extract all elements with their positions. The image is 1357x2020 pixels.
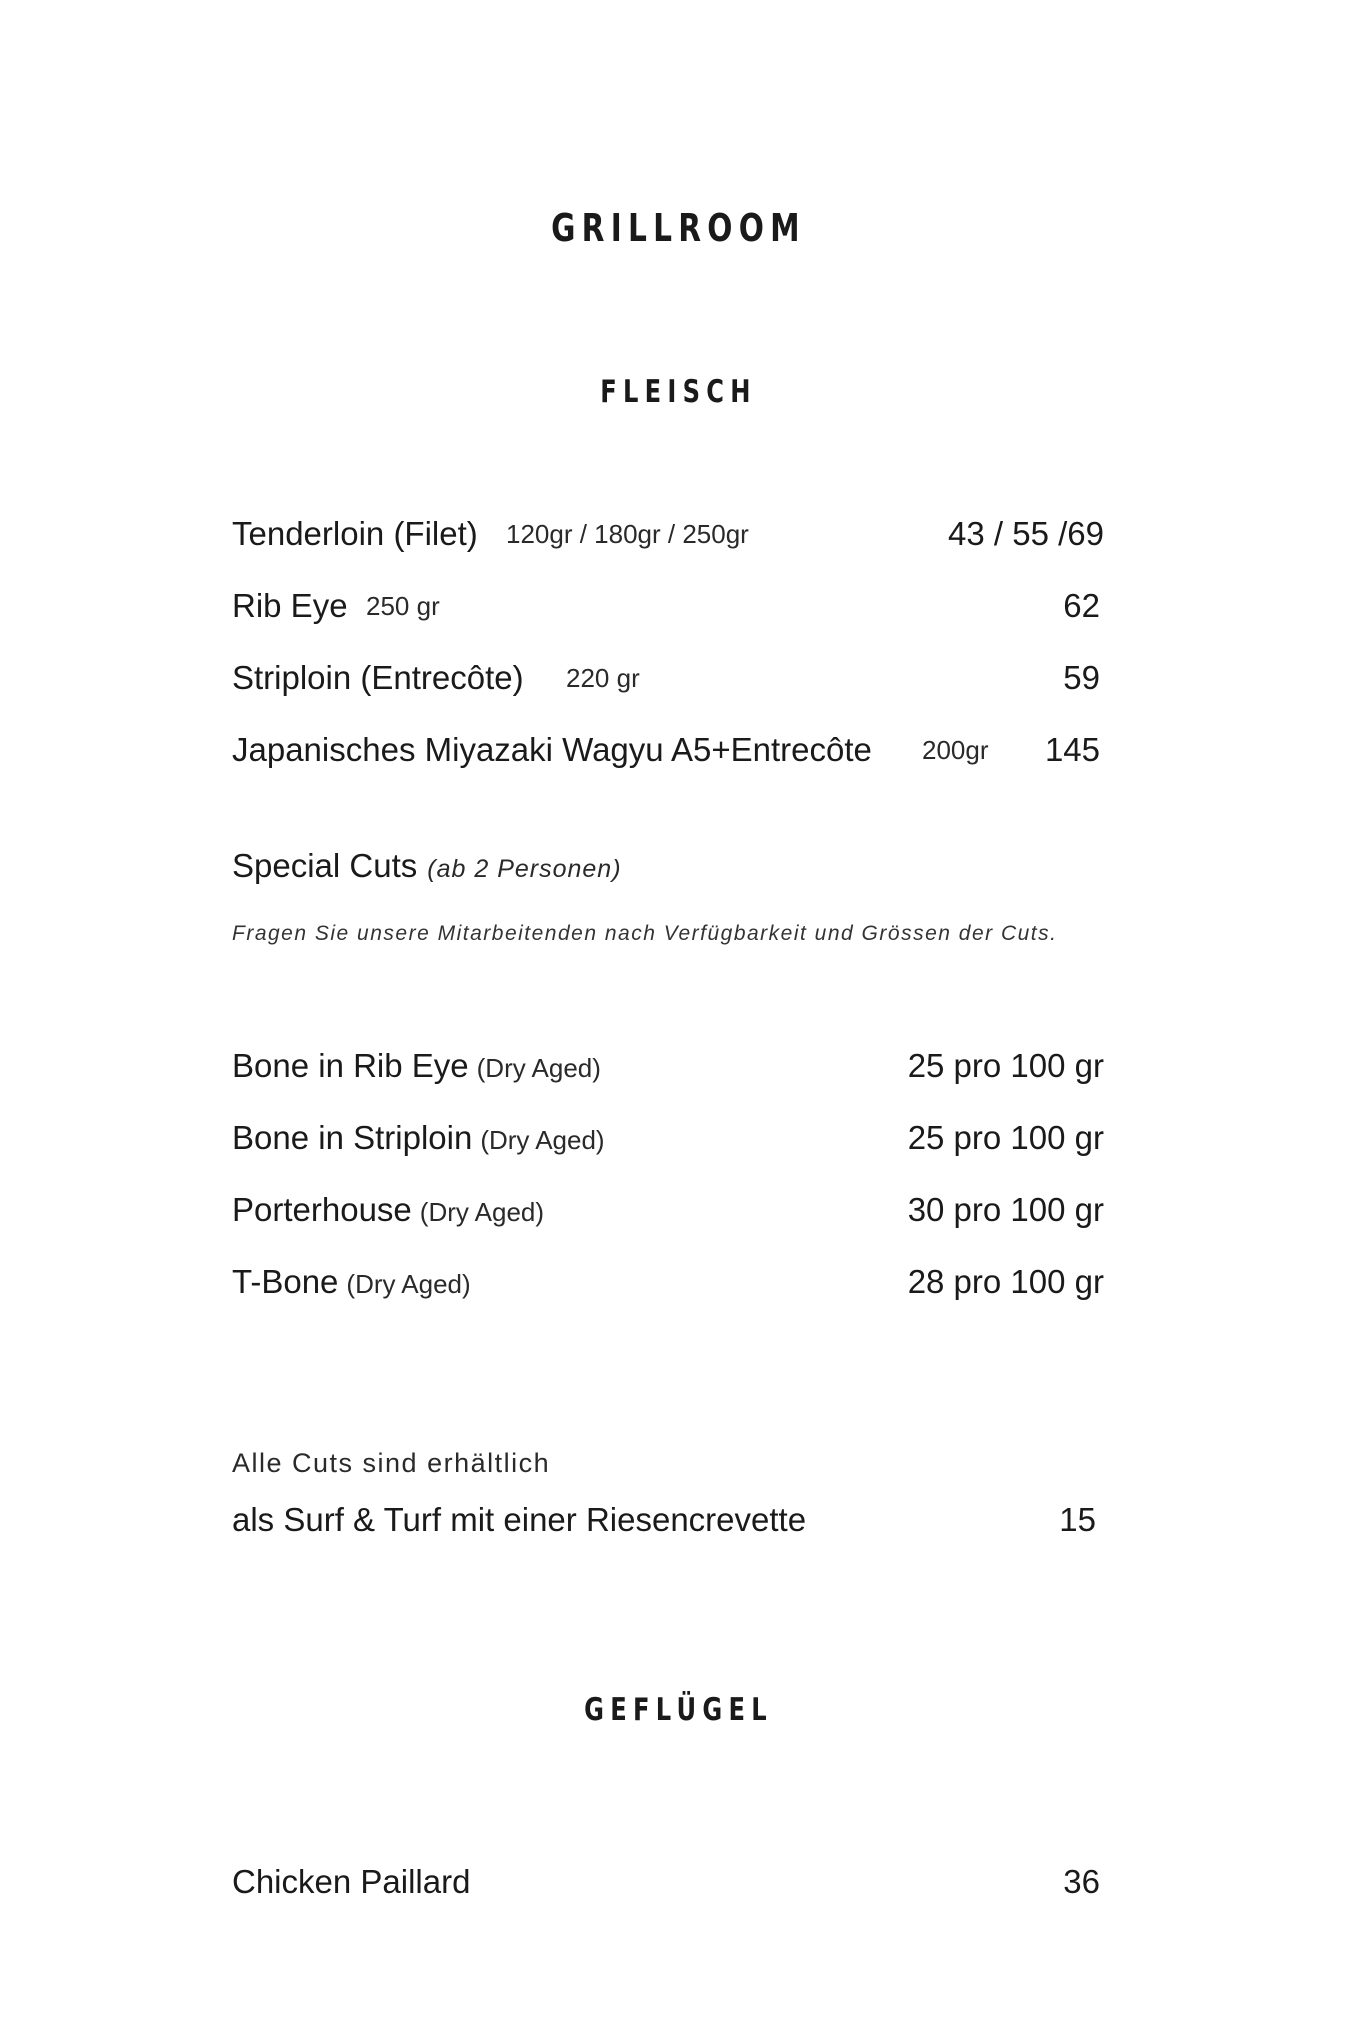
item-size: 200gr [922,735,989,765]
item-size: 220 gr [566,663,640,693]
item-name: Rib Eye [232,587,348,624]
item-detail: (Dry Aged) [476,1053,601,1083]
item-name: Striploin (Entrecôte) [232,659,524,696]
item-price: 62 [1063,587,1100,624]
item-size: 120gr / 180gr / 250gr [506,519,749,549]
menu-item-tenderloin [232,510,1112,558]
item-price: 36 [1063,1863,1100,1900]
special-cuts-note: Fragen Sie unsere Mitarbeitenden nach Verfügbarkeit und Grössen der Cuts. [232,922,1058,945]
special-cuts-name: Special Cuts [232,847,418,884]
item-name: Tenderloin (Filet) [232,515,478,552]
menu-item-chicken-paillard [232,1858,1112,1906]
item-name-text: T-Bone [232,1263,339,1300]
item-name-text: Bone in Striploin [232,1119,473,1156]
item-detail: (Dry Aged) [480,1125,605,1155]
item-name: Chicken Paillard [232,1863,471,1900]
surf-turf-intro: Alle Cuts sind erhältlich [232,1448,551,1478]
page-title: GRILLROOM [551,206,806,250]
item-price: 28 pro 100 gr [907,1263,1104,1300]
menu-item-bone-in-rib-eye [232,1042,1112,1090]
item-detail: (Dry Aged) [419,1197,545,1227]
item-price: 30 pro 100 gr [907,1191,1104,1228]
menu-item-surf-turf [232,1496,1112,1544]
menu-item-rib-eye [232,582,1112,630]
item-name [232,1258,471,1308]
special-cuts-label [232,842,622,893]
menu-item-t-bone [232,1258,1112,1306]
menu-item-bone-in-striploin [232,1114,1112,1162]
item-price: 15 [1059,1501,1096,1538]
menu-item-striploin [232,654,1112,702]
item-name [232,1042,601,1092]
item-name-text: Porterhouse [232,1191,412,1228]
section-heading-fleisch: FLEISCH [600,374,757,410]
item-price: 25 pro 100 gr [907,1047,1104,1084]
item-name: Japanisches Miyazaki Wagyu A5+Entrecôte [232,731,872,768]
item-detail: (Dry Aged) [346,1269,471,1299]
item-price: 59 [1063,659,1100,696]
item-name [232,1114,605,1164]
menu-item-porterhouse [232,1186,1112,1234]
item-price: 25 pro 100 gr [907,1119,1104,1156]
item-name: als Surf & Turf mit einer Riesencrevette [232,1501,807,1538]
item-name-text: Bone in Rib Eye [232,1047,469,1084]
menu-item-wagyu [232,726,1112,774]
item-size: 250 gr [366,591,440,621]
section-heading-gefluegel: GEFLÜGEL [584,1692,773,1728]
item-price: 145 [1044,731,1100,768]
item-name [232,1186,544,1236]
special-cuts-qualifier: (ab 2 Personen) [427,855,622,883]
special-cuts-heading [232,842,1112,890]
item-price: 43 / 55 /69 [948,515,1104,552]
